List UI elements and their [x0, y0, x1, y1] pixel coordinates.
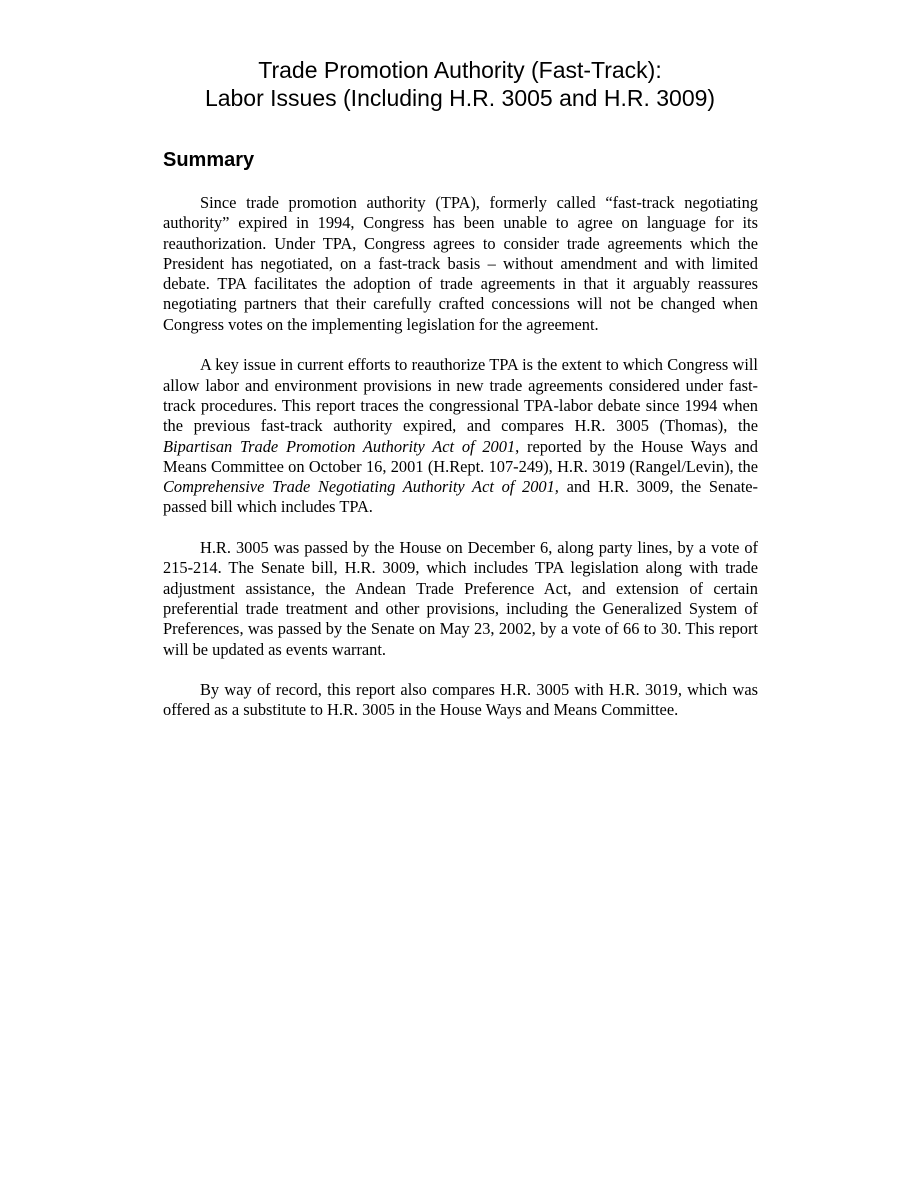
summary-paragraph-4: By way of record, this report also compares H.R. 3005 with H.R. 3019, which was offered as a substitute to H.R. 3005 in the House Ways and Means Committee. — [163, 680, 758, 720]
document-title — [0, 56, 920, 112]
summary-body — [163, 193, 758, 721]
title-line-2: Labor Issues (Including H.R. 3005 and H.R. 3009) — [204, 85, 716, 111]
title-line-1: Trade Promotion Authority (Fast-Track): — [258, 57, 662, 83]
summary-paragraph-1: Since trade promotion authority (TPA), formerly called “fast-track negotiating authority” expired in 1994, Congress has been unable to agree on language for its reauthorization. Under TPA, Congress agrees to consider trade agreements which the President has negotiated, on a fast-track basis – without amendment and with limited debate. TPA facilitates the adoption of trade agreements in that it arguably reassures negotiating partners that their carefully crafted concessions will not be changed when Congress votes on the implementing legislation for the agreement. — [163, 193, 758, 334]
paragraph-2-text-b: , reported by the House Ways and Means Committee on October 16, 2001 (H.Rept. 107-249), H.R. 3019 (Rangel/Levin), the — [163, 436, 758, 476]
bill-title-bipartisan: Bipartisan Trade Promotion Authority Act of 2001 — [163, 436, 516, 456]
summary-paragraph-3: H.R. 3005 was passed by the House on December 6, along party lines, by a vote of 215-214. The Senate bill, H.R. 3009, which includes TPA legislation along with trade adjustment assistance, the Andean Trade Preference Act, and extension of certain preferential trade treatment and other provisions, including the Generalized System of Preferences, was passed by the Senate on May 23, 2002, by a vote of 66 to 30. This report will be updated as events warrant. — [163, 538, 758, 659]
bill-title-comprehensive: Comprehensive Trade Negotiating Authority Act of 2001, — [163, 477, 559, 497]
paragraph-2-text-a: A key issue in current efforts to reauthorize TPA is the extent to which Congress will allow labor and environment provisions in new trade agreements considered under fast-track procedures. This report traces the congressional TPA-labor debate since 1994 when the previous fast-track authority expired, and compares H.R. 3005 (Thomas), the — [163, 355, 758, 436]
summary-paragraph-2 — [163, 355, 758, 517]
paragraph-2-text-c: and H.R. 3009, the Senate-passed bill which includes TPA. — [163, 477, 759, 517]
summary-heading: Summary — [163, 149, 255, 171]
